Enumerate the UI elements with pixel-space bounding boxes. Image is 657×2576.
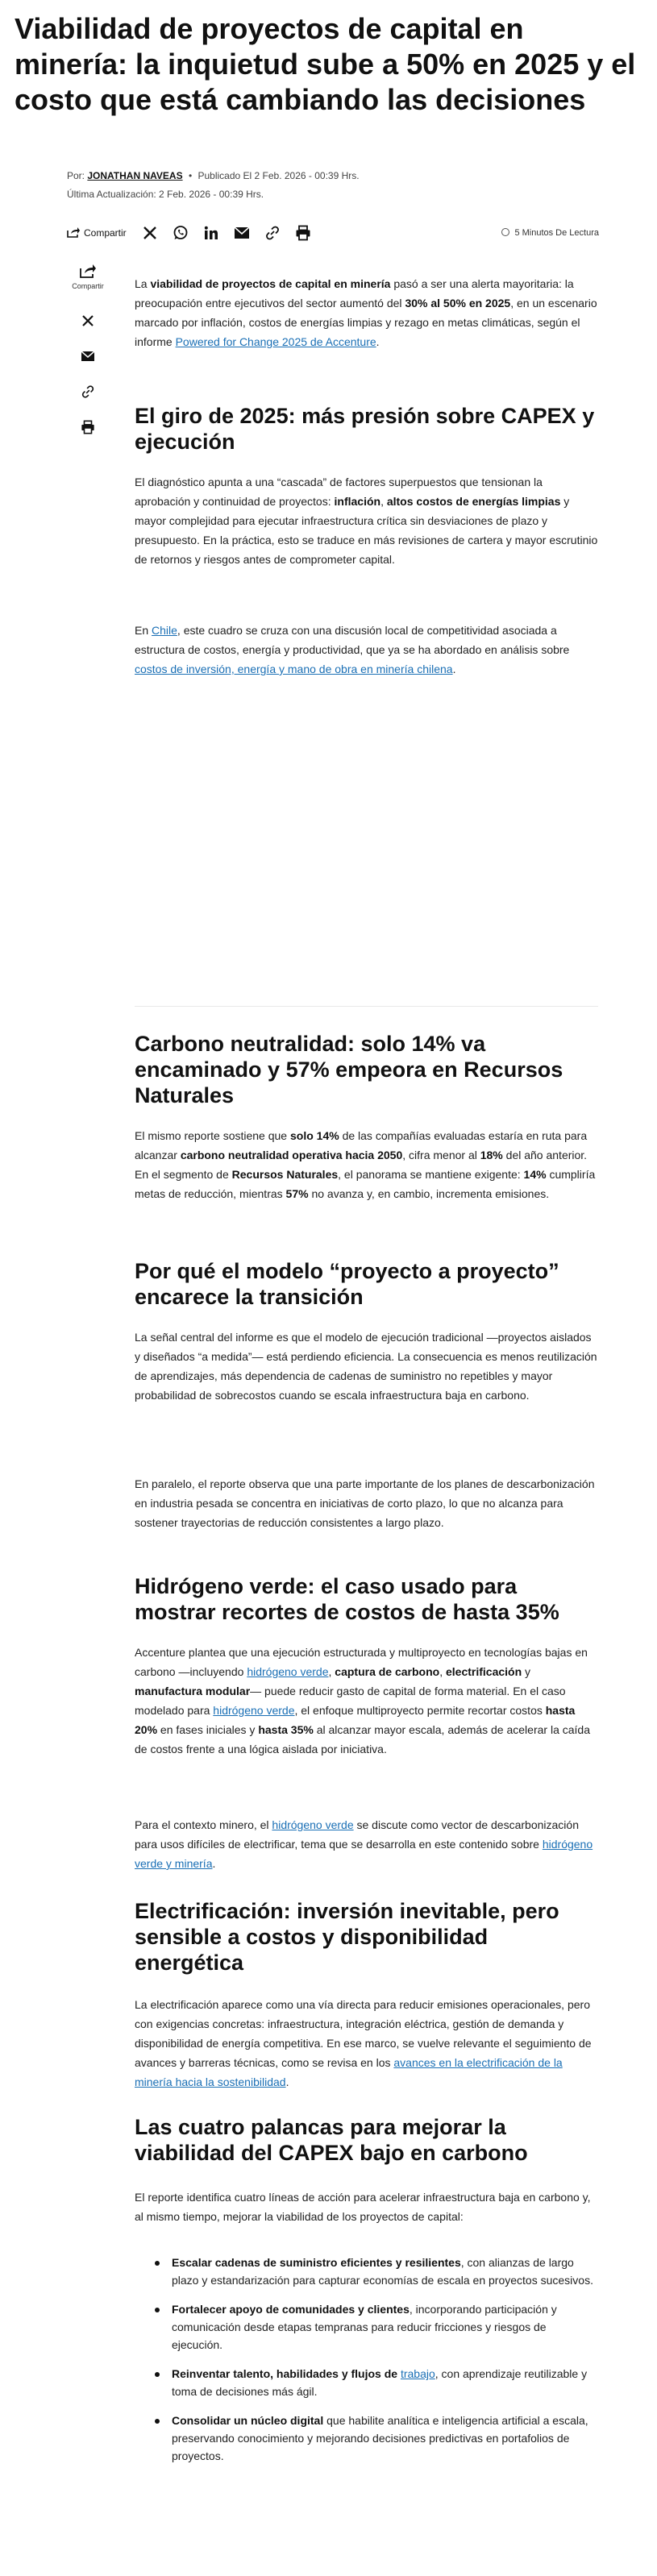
link-icon[interactable] xyxy=(262,222,283,243)
section-divider xyxy=(135,1006,598,1007)
capex-paragraph-1: El diagnóstico apunta a una “cascada” de factores superpuestos que tensionan la aprobación y continuidad de proyectos: inflación, altos costos de energías limpias y mayor complejidad para ejecutar infraestructura crítica sin desviaciones de plazo y presupuesto. En la práctica, esto se traduce en más revisiones de cartera y mayor escrutinio de retornos y riesgos antes de comprometer capital. xyxy=(135,476,598,566)
electrificacion-paragraph: La electrificación aparece como una vía directa para reducir emisiones operacionales, pero con exigencias concretas: infraestructura, integración eléctrica, gestión de demanda y disponibilidad de energía competitiva. En ese marco, se vuelve relevante el seguimiento de avances y barreras técnicas, como se revisa en los avances en la electrificación de la minería hacia la sostenibilidad. xyxy=(135,1998,592,2088)
byline-separator: • xyxy=(188,170,193,181)
intro-paragraph: La viabilidad de proyectos de capital en minería pasó a ser una alerta mayoritaria: la preocupación entre ejecutivos del sector aumentó del 30% al 50% en 2025, en un escenario marcado por inflación, costos de energías limpias y rezago en metas climáticas, según el informe Powered for Change 2025 de Accenture. xyxy=(135,277,597,348)
share-icon[interactable] xyxy=(78,261,98,280)
list-item: Consolidar un núcleo digital que habilite analítica e inteligencia artificial a escala, preservando conocimiento y mejorando decisiones predictivas en portafolios de proyectos. xyxy=(135,2412,598,2465)
share-label: Compartir xyxy=(84,227,127,239)
share-bar xyxy=(67,221,599,245)
heading-palancas: Las cuatro palancas para mejorar la viabilidad del CAPEX bajo en carbono xyxy=(135,2115,528,2165)
sidebar-share-label: Compartir xyxy=(72,282,104,290)
modelo-paragraph-2: En paralelo, el reporte observa que una parte importante de los planes de descarbonización en industria pesada se concentra en iniciativas de corto plazo, lo que no alcanza para sostener trayectorias de reducción consistentes a largo plazo. xyxy=(135,1477,595,1529)
hidrogeno-verde-link-3[interactable]: hidrógeno verde xyxy=(272,1818,354,1831)
whatsapp-icon[interactable] xyxy=(170,222,191,243)
print-icon[interactable] xyxy=(78,418,98,437)
heading-carbono: Carbono neutralidad: solo 14% va encaminado y 57% empeora en Recursos Naturales xyxy=(135,1032,563,1107)
carbono-paragraph: El mismo reporte sostiene que solo 14% de las compañías evaluadas estaría en ruta para alcanzar carbono neutralidad operativa hacia 2050, cifra menor al 18% del año anterior. En el segmento de Recursos Naturales, el panorama se mantiene exigente: 14% cumpliría metas de reducción, mientras 57% no avanza y, en cambio, incrementa emisiones. xyxy=(135,1129,596,1200)
heading-modelo: Por qué el modelo “proyecto a proyecto” encarece la transición xyxy=(135,1259,559,1309)
linkedin-icon[interactable] xyxy=(201,222,222,243)
heading-hidrogeno: Hidrógeno verde: el caso usado para mostrar recortes de costos de hasta 35% xyxy=(135,1574,559,1624)
electrificacion-link[interactable]: avances en la electrificación de la minería hacia la sostenibilidad xyxy=(135,2056,563,2088)
mail-icon[interactable] xyxy=(78,347,98,366)
article-title: Viabilidad de proyectos de capital en minería: la inquietud sube a 50% en 2025 y el costo que está cambiando las decisiones xyxy=(15,12,636,116)
clock-icon xyxy=(501,228,509,236)
hidrogeno-paragraph-1: Accenture plantea que una ejecución estructurada y multiproyecto en tecnologías bajas en carbono —incluyendo hidrógeno verde, captura de carbono, electrificación y manufactura modular— puede reducir gasto de capital de forma material. En el caso modelado para hidrógeno verde, el enfoque multiproyecto permite recortar costos hasta 20% en fases iniciales y hasta 35% al alcanzar mayor escala, además de acelerar la caída de costos frente a una lógica aislada por iniciativa. xyxy=(135,1646,590,1755)
hidrogeno-paragraph-2: Para el contexto minero, el hidrógeno verde se discute como vector de descarbonización para usos difíciles de electrificar, tema que se desarrolla en este contenido sobre hidrógeno verde y minería. xyxy=(135,1818,593,1870)
palancas-list xyxy=(135,2254,598,2465)
costos-inversion-link[interactable]: costos de inversión, energía y mano de obra en minería chilena xyxy=(135,663,453,675)
updated-date: Última Actualización: 2 Feb. 2026 - 00:39 Hrs. xyxy=(67,189,264,200)
byline-prefix: Por: xyxy=(67,170,85,181)
heading-electrificacion: Electrificación: inversión inevitable, pero sensible a costos y disponibilidad energética xyxy=(135,1899,559,1975)
print-icon[interactable] xyxy=(293,222,314,243)
x-icon[interactable] xyxy=(139,222,160,243)
capex-paragraph-2: En Chile, este cuadro se cruza con una discusión local de competitividad asociada a estructura de costos, energía y productividad, que ya se ha abordado en análisis sobre costos de inversión, energía y mano de obra en minería chilena. xyxy=(135,624,570,675)
list-item: Fortalecer apoyo de comunidades y clientes, incorporando participación y comunicación desde etapas tempranas para reducir fricciones y riesgos de ejecución. xyxy=(135,2300,598,2354)
reading-time-label: 5 Minutos De Lectura xyxy=(514,228,599,238)
hidrogeno-verde-link-1[interactable]: hidrógeno verde xyxy=(247,1665,329,1678)
share-icon xyxy=(67,226,80,240)
heading-capex: El giro de 2025: más presión sobre CAPEX y ejecución xyxy=(135,404,595,454)
list-item: Escalar cadenas de suministro eficientes y resilientes, con alianzas de largo plazo y estandarización para capturar economías de escala en proyectos sucesivos. xyxy=(135,2254,598,2289)
accenture-report-link[interactable]: Powered for Change 2025 de Accenture xyxy=(175,335,376,348)
palancas-intro: El reporte identifica cuatro líneas de acción para acelerar infraestructura baja en carbono y, al mismo tiempo, mejorar la viabilidad de los proyectos de capital: xyxy=(135,2191,591,2223)
sidebar-share xyxy=(67,258,109,461)
chile-link[interactable]: Chile xyxy=(152,624,177,637)
published-date: Publicado El 2 Feb. 2026 - 00:39 Hrs. xyxy=(198,170,360,181)
hidrogeno-verde-link-2[interactable]: hidrógeno verde xyxy=(213,1704,295,1717)
modelo-paragraph-1: La señal central del informe es que el modelo de ejecución tradicional —proyectos aislados y diseñados “a medida”— está perdiendo eficiencia. La consecuencia es menos reutilización de aprendizajes, más dependencia de cadenas de suministro no repetibles y mayor probabilidad de sobrecostos cuando se escala infraestructura baja en carbono. xyxy=(135,1331,597,1402)
byline xyxy=(67,169,360,182)
list-item: Reinventar talento, habilidades y flujos de trabajo, con aprendizaje reutilizable y toma de decisiones más ágil. xyxy=(135,2365,598,2400)
x-icon[interactable] xyxy=(78,311,98,330)
share-button[interactable] xyxy=(67,226,127,240)
reading-time xyxy=(501,228,599,238)
trabajo-link[interactable]: trabajo xyxy=(400,2367,435,2380)
author-link[interactable]: JONATHAN NAVEAS xyxy=(87,170,183,181)
link-icon[interactable] xyxy=(78,382,98,401)
hidrogeno-mineria-link[interactable]: hidrógeno verde y minería xyxy=(135,1838,593,1870)
mail-icon[interactable] xyxy=(231,222,252,243)
